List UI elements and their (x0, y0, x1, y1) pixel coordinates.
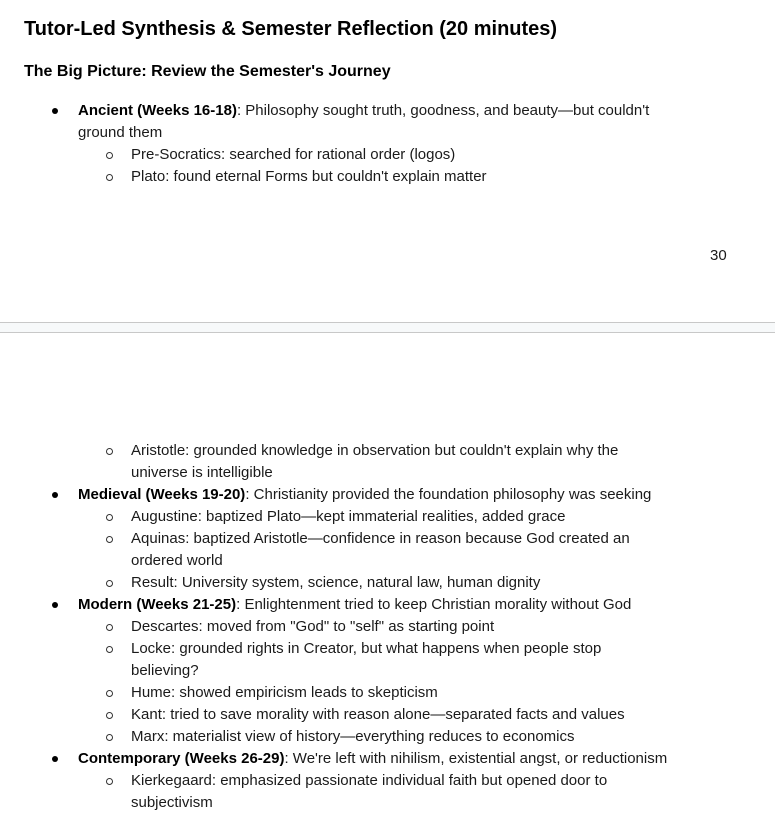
list-item-modern (0, 594, 775, 616)
sub-list-item (0, 166, 775, 188)
page-break (0, 322, 775, 333)
sub-list-item (0, 770, 775, 792)
hollow-bullet-icon (106, 646, 113, 653)
sub-item-text: ordered world (131, 552, 223, 569)
era-description: : Christianity provided the foundation philosophy was seeking (245, 486, 652, 503)
hollow-bullet-icon (106, 152, 113, 159)
era-description: : Enlightenment tried to keep Christian morality without God (236, 596, 632, 613)
sub-item-text: Augustine: baptized Plato—kept immaterial realities, added grace (131, 508, 566, 525)
hollow-bullet-icon (106, 174, 113, 181)
hollow-bullet-icon (106, 712, 113, 719)
era-description: : Philosophy sought truth, goodness, and beauty—but couldn't (236, 102, 650, 119)
sub-list-item (0, 528, 775, 550)
hollow-bullet-icon (106, 580, 113, 587)
sub-item-text: Aristotle: grounded knowledge in observation but couldn't explain why the (131, 442, 619, 459)
list-item-contemporary (0, 748, 775, 770)
hollow-bullet-icon (106, 514, 113, 521)
sub-list-item (0, 440, 775, 462)
sub-list-item (0, 144, 775, 166)
list-item-medieval (0, 484, 775, 506)
sub-item-text: Hume: showed empiricism leads to skepticism (131, 684, 438, 701)
sub-item-text: subjectivism (131, 794, 213, 811)
era-description: : We're left with nihilism, existential angst, or reductionism (284, 750, 668, 767)
sub-item-text: believing? (131, 662, 199, 679)
sub-item-text: universe is intelligible (131, 464, 273, 481)
sub-list-item (0, 726, 775, 748)
list-item-ancient (0, 100, 775, 122)
era-label: Medieval (Weeks 19-20) (78, 486, 246, 503)
sub-item-text: Locke: grounded rights in Creator, but what happens when people stop (131, 640, 602, 657)
hollow-bullet-icon (106, 536, 113, 543)
hollow-bullet-icon (106, 778, 113, 785)
section-heading: The Big Picture: Review the Semester's Journey (24, 63, 391, 80)
sub-list-item-continuation (0, 792, 775, 814)
sub-item-text: Marx: materialist view of history—everything reduces to economics (131, 728, 575, 745)
sub-list-item (0, 572, 775, 594)
sub-list-item (0, 704, 775, 726)
page-30 (0, 0, 775, 322)
ancient-section (0, 100, 775, 188)
sub-list-item (0, 638, 775, 660)
hollow-bullet-icon (106, 448, 113, 455)
sub-list-item-continuation (0, 462, 775, 484)
sub-item-text: Kant: tried to save morality with reason alone—separated facts and values (131, 706, 625, 723)
sub-item-text: Kierkegaard: emphasized passionate individual faith but opened door to (131, 772, 608, 789)
sub-item-text: Result: University system, science, natural law, human dignity (131, 574, 541, 591)
sub-list-item (0, 506, 775, 528)
sub-list-item (0, 616, 775, 638)
outline-continued (0, 440, 775, 814)
hollow-bullet-icon (106, 734, 113, 741)
list-item-continuation (0, 122, 775, 144)
era-label: Modern (Weeks 21-25) (78, 596, 237, 613)
bullet-icon (52, 108, 58, 114)
sub-item-text: Plato: found eternal Forms but couldn't explain matter (131, 168, 487, 185)
sub-item-text: Descartes: moved from "God" to "self" as starting point (131, 618, 495, 635)
bullet-icon (52, 756, 58, 762)
sub-item-text: Pre-Socratics: searched for rational order (logos) (131, 146, 456, 163)
era-label: Contemporary (Weeks 26-29) (78, 750, 285, 767)
sub-list-item (0, 682, 775, 704)
hollow-bullet-icon (106, 624, 113, 631)
page-31 (0, 333, 775, 818)
bullet-icon (52, 492, 58, 498)
era-label: Ancient (Weeks 16-18) (78, 102, 237, 119)
bullet-icon (52, 602, 58, 608)
page-title: Tutor-Led Synthesis & Semester Reflection (20 minutes) (24, 18, 558, 40)
sub-list-item-continuation (0, 550, 775, 572)
sub-list-item-continuation (0, 660, 775, 682)
hollow-bullet-icon (106, 690, 113, 697)
era-description-cont: ground them (78, 124, 163, 141)
page-number: 30 (710, 247, 727, 264)
sub-item-text: Aquinas: baptized Aristotle—confidence in reason because God created an (131, 530, 630, 547)
